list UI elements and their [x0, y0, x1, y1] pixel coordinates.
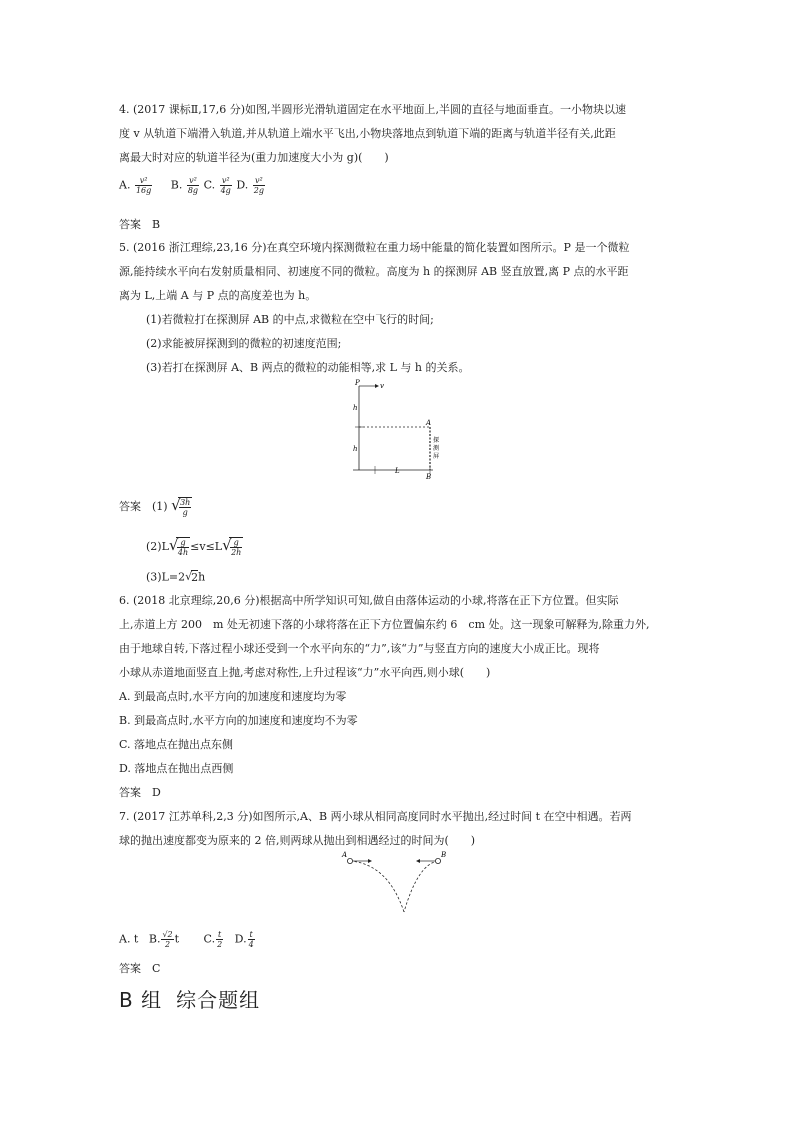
q5-fig-label-p: P	[355, 379, 360, 387]
q4-answer: 答案 B	[119, 218, 161, 231]
q5-figure	[345, 378, 450, 480]
q4-option-b-label: B.	[170, 178, 183, 192]
q5-subq-3: (3)若打在探测屏 A、B 两点的微粒的动能相等,求 L 与 h 的关系。	[146, 361, 470, 374]
q6-answer: 答案 D	[119, 786, 161, 799]
q6-stem-line3: 由于地球自转,下落过程小球还受到一个水平向东的“力”,该“力”与竖直方向的速度大小成正比。现将	[119, 642, 600, 655]
q7-stem-line1: 7. (2017 江苏单科,2,3 分)如图所示,A、B 两小球从相同高度同时水平抛出,经过时间 t 在空中相遇。若两	[119, 810, 632, 823]
q7-figure	[338, 848, 463, 918]
q4-stem-line1: 4. (2017 课标Ⅱ,17,6 分)如图,半圆形光滑轨道固定在水平地面上,半圆的直径与地面垂直。一小物块以速	[119, 103, 627, 116]
q7-option-b-fraction: $\frac{√2}{2}$	[162, 930, 173, 949]
q5-stem-line1: 5. (2016 浙江理综,23,16 分)在真空环境内探测微粒在重力场中能量的简化装置如图所示。P 是一个微粒	[119, 241, 630, 254]
q4-stem-line2: 度 v 从轨道下端滑入轨道,并从轨道上端水平飞出,小物块落地点到轨道下端的距离与轨道半径有关,此距	[119, 127, 616, 140]
q4-option-b-fraction: $\frac{\text{v²}}{8g}$	[187, 176, 199, 195]
q4-option-d-label: D.	[236, 178, 249, 192]
q6-option-a: A. 到最高点时,水平方向的加速度和速度均为零	[119, 690, 347, 703]
q5-fig-label-v: v	[380, 382, 384, 390]
q5-stem-line3: 离为 L,上端 A 与 P 点的高度差也为 h。	[119, 289, 317, 302]
q5-answer-3: (3)L=2 √ 2h	[146, 570, 206, 584]
q5-stem-line2: 源,能持续水平向右发射质量相同、初速度不同的微粒。高度为 h 的探测屏 AB 竖直放置,离 P 点的水平距	[119, 265, 629, 278]
q4-option-a-fraction: $\frac{\text{v²}}{16g}$	[135, 176, 152, 195]
section-group: B 组	[119, 988, 163, 1012]
q7-option-d-fraction: $\frac{t}{4}$	[248, 930, 254, 949]
q7-option-a: A. t	[119, 932, 139, 946]
q4-options	[119, 176, 266, 195]
section-title: 综合题组	[176, 988, 261, 1012]
q6-stem-line4: 小球从赤道地面竖直上抛,考虑对称性,上升过程该“力”水平向西,则小球( )	[119, 666, 491, 679]
q6-option-c: C. 落地点在抛出点东侧	[119, 738, 234, 751]
q7-stem-line2: 球的抛出速度都变为原来的 2 倍,则两球从抛出到相遇经过的时间为( )	[119, 834, 476, 847]
q4-option-d-fraction: $\frac{\text{v²}}{2g}$	[253, 176, 264, 195]
q5-fig-label-a: A	[426, 419, 432, 427]
q4-option-a-label: A.	[119, 178, 131, 192]
q6-option-d: D. 落地点在抛出点西侧	[119, 762, 234, 775]
q5-fig-screen-char3: 屏	[433, 453, 440, 460]
q5-subq-2: (2)求能被屏探测到的微粒的初速度范围;	[146, 337, 342, 350]
q7-answer: 答案 C	[119, 962, 161, 975]
q7-fig-label-a: A	[342, 851, 348, 859]
q5-fig-screen-char2: 测	[433, 445, 440, 452]
section-heading	[119, 988, 260, 1012]
q6-stem-line2: 上,赤道上方 200 m 处无初速下落的小球将落在正下方位置偏东约 6 cm 处。这一现象可解释为,除重力外,	[119, 618, 650, 631]
q7-option-d-label: D.	[234, 932, 247, 946]
q4-option-c-label: C.	[203, 178, 216, 192]
q7-option-b-label: B.	[148, 932, 161, 946]
q5-answer-1: 答案 (1) √ $\frac{3h}{g}$	[119, 496, 191, 517]
q7-fig-label-b: B	[441, 851, 447, 859]
q4-option-c-fraction: $\frac{\text{v²}}{4g}$	[220, 176, 231, 195]
q7-option-c-label: C.	[203, 932, 216, 946]
q5-fig-label-h1: h	[353, 404, 358, 412]
q4-stem-line3: 离最大时对应的轨道半径为(重力加速度大小为 g)( )	[119, 151, 389, 164]
q5-subq-1: (1)若微粒打在探测屏 AB 的中点,求微粒在空中飞行的时间;	[146, 313, 434, 326]
q5-fig-screen-char1: 探	[433, 437, 440, 444]
q7-options: A. t B. $\frac{√2}{2}$ t C. $\frac{t}{2}$ D. $\frac{t}{4}$	[119, 930, 254, 949]
q5-fig-label-h2: h	[353, 445, 358, 453]
q6-option-b: B. 到最高点时,水平方向的加速度和速度均不为零	[119, 714, 358, 727]
q5-fig-label-b: B	[426, 473, 432, 480]
q7-option-c-fraction: $\frac{t}{2}$	[217, 930, 223, 949]
q6-stem-line1: 6. (2018 北京理综,20,6 分)根据高中所学知识可知,做自由落体运动的小球,将落在正下方位置。但实际	[119, 594, 619, 607]
q5-fig-label-l: L	[395, 467, 400, 475]
q5-answer-2: (2)L √ $\frac{g}{4h}$ ≤v≤L √ $\frac{g}{2h}$	[146, 536, 242, 557]
